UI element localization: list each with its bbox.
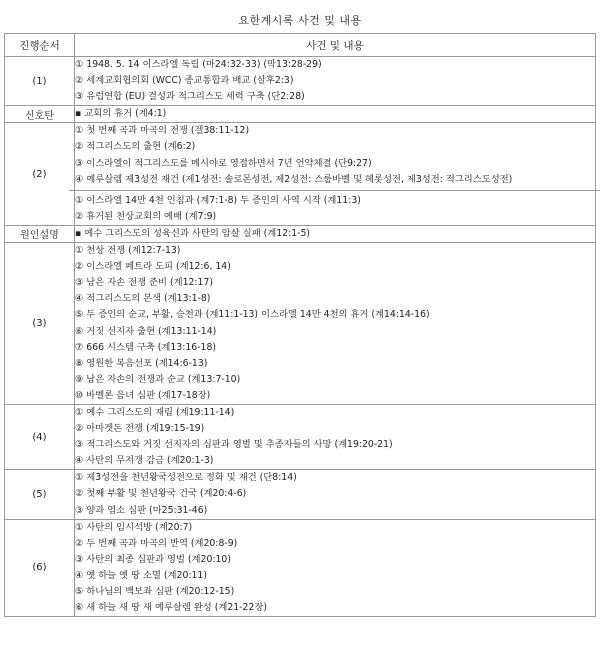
row-category: (6) — [5, 519, 75, 617]
row-category: (5) — [5, 470, 75, 519]
row-category: 원인설명 — [5, 225, 75, 242]
event-item: ② 세계교회협의회 (WCC) 종교통합과 배교 (살후2:3) — [75, 75, 294, 87]
event-item: ① 천상 전쟁 (계12:7-13) — [75, 245, 181, 257]
event-item: ② 적그리스도의 출현 (계6:2) — [75, 141, 196, 153]
event-item: ① 1948. 5. 14 이스라엘 독립 (마24:32-33) (막13:28-29) — [75, 59, 322, 70]
header-events: 사건 및 내용 — [75, 34, 596, 57]
event-item: ③ 적그리스도와 거짓 선지자의 심판과 영벌 및 추종자들의 사망 (계19:20-21) — [75, 439, 393, 451]
event-item: ① 이스라엘 14만 4천 인침과 (계7:1-8) 두 증인의 사역 시작 (계11:3) — [75, 194, 361, 206]
event-item: ③ 유럽연합 (EU) 결성과 적그리스도 세력 구축 (단2:28) — [75, 91, 305, 103]
row-events — [75, 57, 596, 106]
event-item: ⑤ 하나님의 백보좌 심판 (계20:12-15) — [75, 586, 235, 597]
event-item: ⑥ 새 하늘 새 땅 새 예루살렘 완성 (계21-22장) — [75, 602, 267, 614]
event-item: ⑥ 거짓 선지자 출현 (계13:11-14) — [75, 325, 217, 337]
event-item: ① 첫 번째 곡과 마곡의 전쟁 (겔38:11-12) — [75, 125, 250, 137]
event-item: ③ 사탄의 최종 심판과 영벌 (계20:10) — [75, 553, 231, 565]
row-events — [75, 225, 596, 242]
header-order: 진행순서 — [5, 34, 75, 57]
group-divider — [69, 190, 600, 191]
event-item: ② 두 번째 곡과 마곡의 반역 (계20:8-9) — [75, 537, 238, 549]
event-item: ③ 이스라엘이 적그리스도를 메시야로 영접하면서 7년 언약체결 (단9:27) — [75, 157, 372, 169]
row-events — [75, 243, 596, 405]
document-title: 요한계시록 사건 및 내용 — [238, 14, 362, 27]
event-item: ⑩ 바벨론 음녀 심판 (계17-18장) — [75, 389, 211, 401]
table-header-row — [5, 34, 596, 57]
table-row — [5, 404, 596, 469]
event-item: ⑤ 두 증인의 순교, 부활, 승천과 (계11:1-13) 이스라엘 14만 4천의 휴거 (계14:14-16) — [75, 309, 430, 321]
row-category: (2) — [5, 123, 75, 226]
event-item: ② 첫째 부활 및 천년왕국 건국 (계20:4-6) — [75, 488, 247, 500]
event-item: ① 사탄의 임시석방 (계20:7) — [75, 521, 193, 533]
row-events — [75, 470, 596, 519]
row-category: (4) — [5, 404, 75, 469]
event-table — [4, 33, 596, 617]
row-events — [75, 123, 596, 226]
row-category: 신호탄 — [5, 106, 75, 123]
event-item: ⑨ 남은 자손의 전쟁과 순교 (계13:7-10) — [75, 373, 241, 385]
event-item: ① 예수 그리스도의 재림 (계19:11-14) — [75, 406, 235, 418]
row-category: (3) — [5, 243, 75, 405]
row-events — [75, 404, 596, 469]
event-item: ⑦ 666 시스템 구축 (계13:16-18) — [75, 341, 217, 353]
table-body — [5, 57, 596, 617]
event-item: ② 아마겟돈 전쟁 (계19:15-19) — [75, 423, 205, 435]
row-category: (1) — [5, 57, 75, 106]
event-item: ③ 남은 자손 전쟁 준비 (계12:17) — [75, 277, 213, 289]
event-item: ① 제3성전을 천년왕국성전으로 정화 및 재건 (단8:14) — [75, 472, 297, 484]
table-row — [5, 123, 596, 226]
event-item: ⑧ 영원한 복음선포 (계14:6-13) — [75, 357, 208, 369]
row-events — [75, 519, 596, 617]
event-item: ④ 적그리스도의 본색 (계13:1-8) — [75, 293, 211, 305]
table-row — [5, 106, 596, 123]
table-row — [5, 519, 596, 617]
row-events — [75, 106, 596, 123]
table-row — [5, 225, 596, 242]
event-item: ④ 사탄의 무저갱 감금 (계20:1-3) — [75, 455, 214, 467]
event-item: ▪ 예수 그리스도의 성육신과 사탄의 암살 실패 (계12:1-5) — [75, 227, 311, 239]
event-item: ③ 양과 염소 심판 (마25:31-46) — [75, 504, 208, 516]
event-item: ② 휴거된 천상교회의 예배 (계7:9) — [75, 210, 217, 222]
event-item: ④ 옛 하늘 옛 땅 소멸 (계20:11) — [75, 569, 207, 581]
event-item: ④ 예루살렘 제3성전 재건 (제1성전: 솔로몬성전, 제2성전: 스룹바벨 및 헤롯성전, 제3성전: 적그리스도성전) — [75, 173, 513, 185]
table-row — [5, 243, 596, 405]
event-item: ② 이스라엘 페트라 도피 (계12:6, 14) — [75, 261, 231, 273]
event-item: ▪ 교회의 휴거 (계4:1) — [75, 108, 167, 120]
table-row — [5, 470, 596, 519]
table-row — [5, 57, 596, 106]
